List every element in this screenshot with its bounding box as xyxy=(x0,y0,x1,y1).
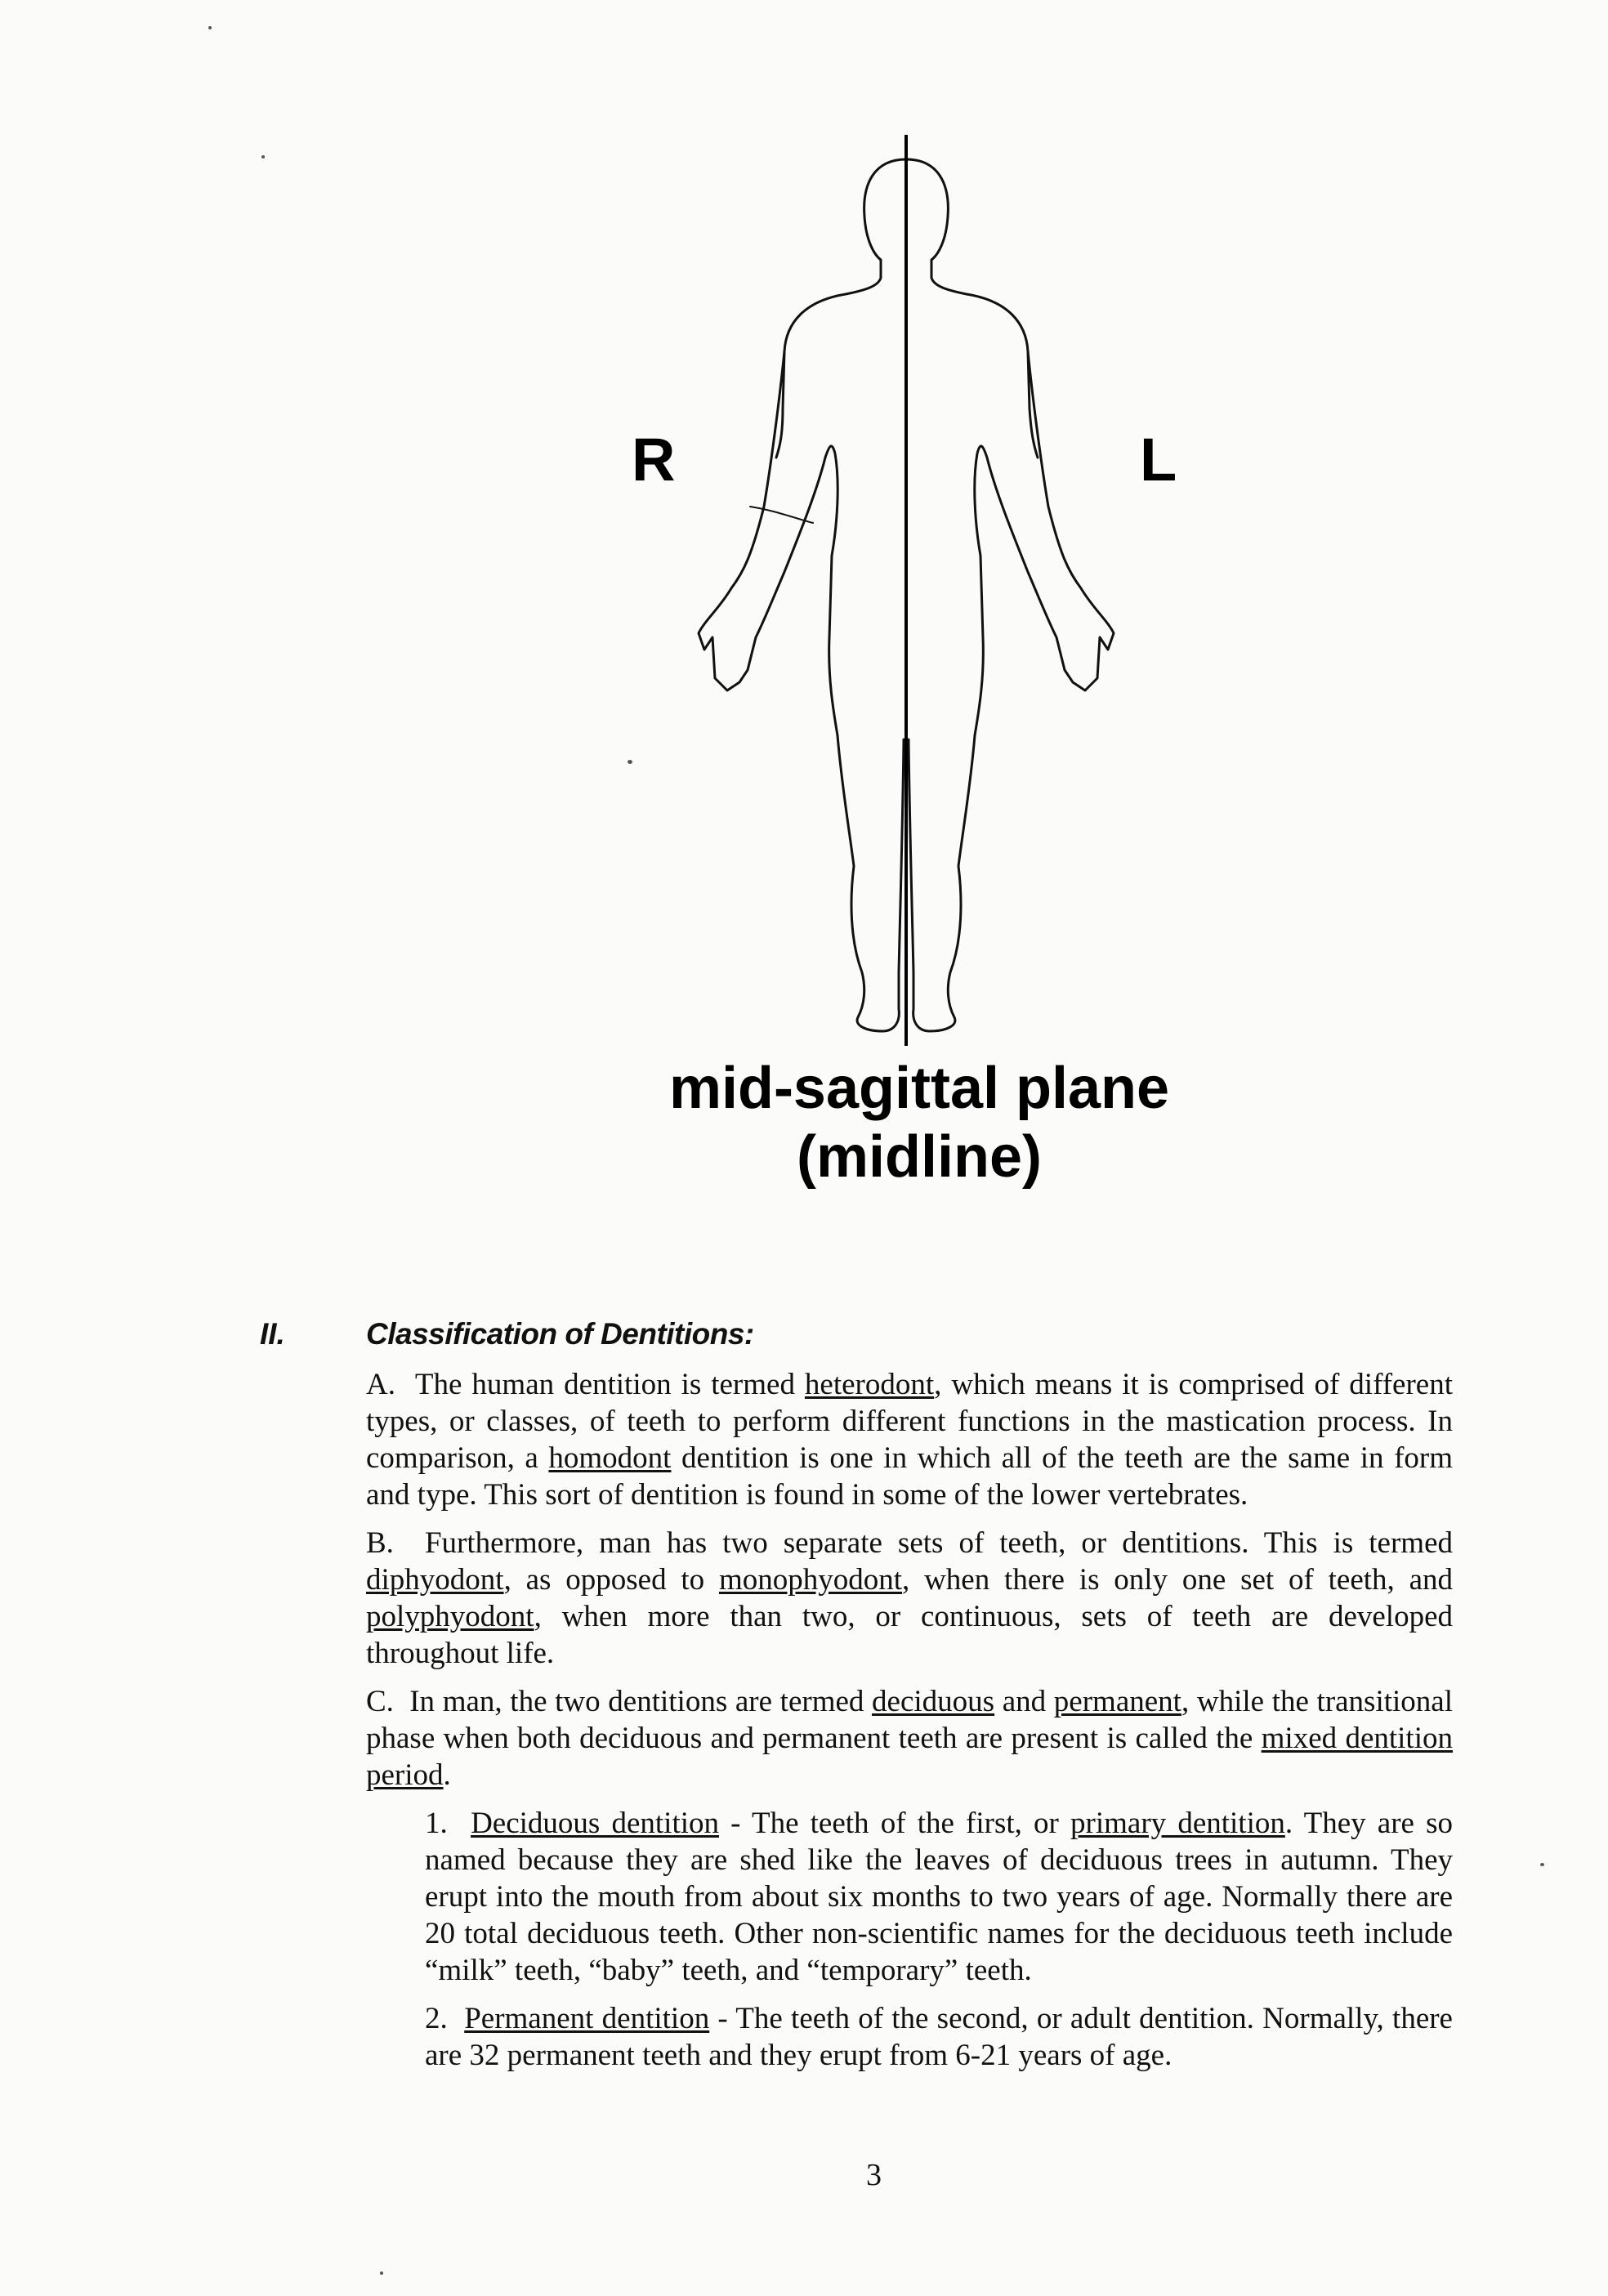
human-body-outline-illustration xyxy=(0,0,1608,1079)
paragraph-text: dentition is one in which all of the teeth are the same in form and type. This sort of dentition is found in some of the lower vertebrates. xyxy=(366,1441,1454,1512)
term-homodont: homodont xyxy=(548,1441,672,1475)
paragraph-c xyxy=(366,1683,1453,1793)
term-diphyodont: diphyodont xyxy=(366,1563,504,1597)
left-side-label: L xyxy=(1140,426,1177,494)
paragraph-text: , when more than two, or continuous, sets of teeth are developed throughout life. xyxy=(366,1600,1453,1670)
paragraph-text: The human dentition is termed xyxy=(414,1368,805,1401)
paragraph-text: , as opposed to xyxy=(503,1563,719,1597)
term-monophyodont: monophyodont xyxy=(718,1563,903,1597)
caption-line-2: (midline) xyxy=(797,1124,1042,1190)
term-mixed-dentition-period: mixed dentition period xyxy=(366,1722,1453,1792)
term-permanent-dentition: Permanent dentition xyxy=(464,2002,710,2035)
term-permanent: permanent xyxy=(1053,1685,1181,1718)
page-number: 3 xyxy=(866,2158,882,2192)
section-classification xyxy=(260,1317,1485,2085)
paragraph-a xyxy=(366,1366,1453,1513)
paragraph-text: Furthermore, man has two separate sets of teeth, or dentitions. This is termed xyxy=(424,1526,1454,1560)
paragraph-text: . They are so named because they are shed like the leaves of deciduous trees in autumn. They erupt into the mouth from about six months to two years of age. Normally there are 20 total deciduous teeth. Other non-scientific names for the deciduous teeth include “milk” teeth, “baby” teeth, and “temporary” teeth. xyxy=(425,1807,1454,1987)
term-primary-dentition: primary dentition xyxy=(1070,1807,1285,1840)
paragraph-c1 xyxy=(425,1805,1453,1989)
scan-speck xyxy=(628,760,632,764)
paragraph-text: - The teeth of the second, or adult dentition. Normally, there are 32 permanent teeth and they erupt from 6-21 years of age. xyxy=(425,2002,1453,2072)
paragraph-text: . xyxy=(443,1758,451,1792)
term-polyphyodont: polyphyodont xyxy=(366,1600,534,1633)
scan-speck xyxy=(1540,1863,1544,1866)
term-heterodont: heterodont xyxy=(804,1368,935,1401)
section-number: II. xyxy=(260,1317,285,1351)
scan-speck xyxy=(208,26,212,29)
scan-speck xyxy=(380,2271,383,2275)
paragraph-text: In man, the two dentitions are termed xyxy=(409,1685,873,1718)
paragraph-b xyxy=(366,1525,1453,1672)
section-heading xyxy=(260,1317,1485,1366)
term-deciduous: deciduous xyxy=(872,1685,995,1718)
paragraph-text: - The teeth of the first, or xyxy=(719,1807,1071,1840)
paragraph-marker: A. xyxy=(366,1368,395,1401)
paragraph-text: and xyxy=(994,1685,1054,1718)
paragraph-marker: C. xyxy=(366,1685,394,1718)
figure-caption xyxy=(572,1054,1266,1191)
paragraph-marker: B. xyxy=(366,1526,394,1560)
right-side-label: R xyxy=(632,426,676,494)
paragraph-text: , while the transitional phase when both deciduous and permanent teeth are present is called the xyxy=(366,1685,1453,1755)
paragraph-text: , when there is only one set of teeth, and xyxy=(902,1563,1453,1597)
paragraph-marker: 2. xyxy=(425,2002,448,2035)
term-deciduous-dentition: Deciduous dentition xyxy=(471,1807,720,1840)
scan-speck xyxy=(261,155,265,159)
paragraph-text: , which means it is comprised of different types, or classes, of teeth to perform different functions in the mastication process. In comparison, a xyxy=(366,1368,1453,1475)
caption-line-1: mid-sagittal plane xyxy=(668,1056,1170,1121)
section-title: Classification of Dentitions: xyxy=(366,1317,754,1351)
paragraph-c2 xyxy=(425,2000,1453,2074)
paragraph-marker: 1. xyxy=(425,1807,448,1840)
